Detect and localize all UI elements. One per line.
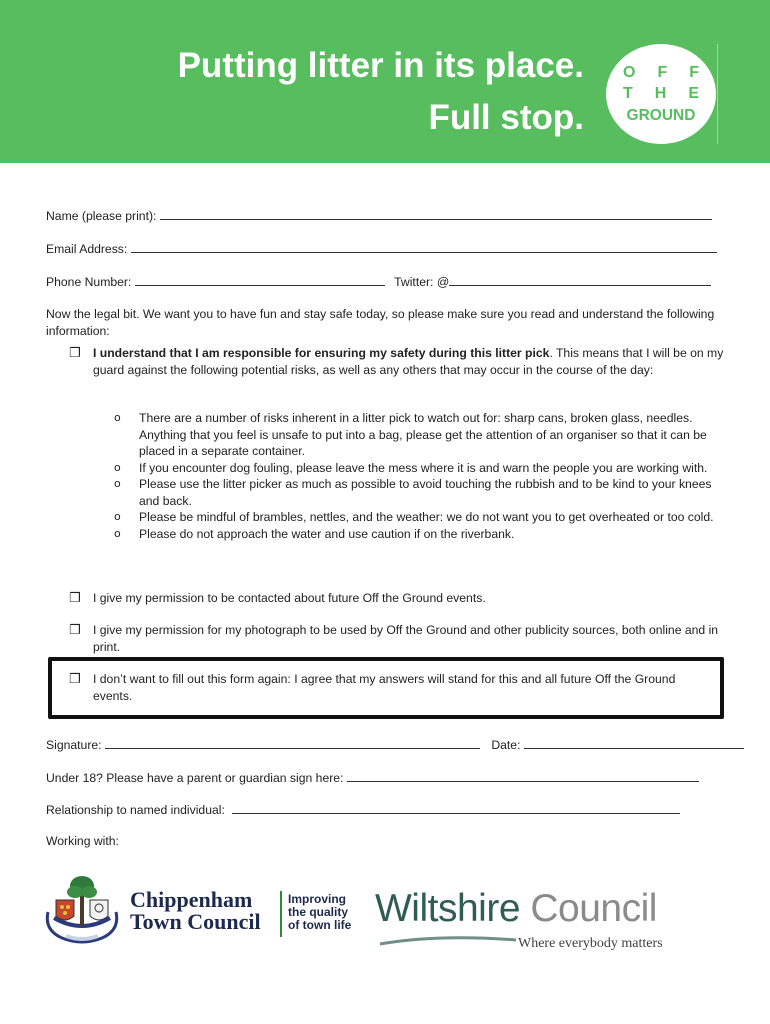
relationship-input-line[interactable] [232, 801, 680, 814]
list-item [114, 509, 722, 526]
standing-consent [69, 671, 713, 704]
standing-consent-text: I don’t want to fill out this form again: I agree that my answers will stand for this and all future Off the Ground events. [93, 672, 676, 703]
standing-consent-checkbox[interactable]: ❒ [69, 671, 81, 686]
legal-intro: Now the legal bit. We want you to have fun and stay safe today, so please make sure you read and understand the following information: [46, 307, 715, 338]
email-input-line[interactable] [131, 240, 717, 253]
chippenham-crest-icon [42, 872, 122, 946]
photo-permission-text: I give my permission for my photograph to be used by Off the Ground and other publicity sources, both online and in print. [93, 623, 719, 654]
bullet-icon: o [114, 477, 121, 490]
chippenham-line1: Chippenham [130, 887, 253, 912]
wiltshire-word: Wiltshire [375, 887, 521, 930]
email-field [46, 240, 717, 258]
phone-label: Phone Number: [46, 275, 132, 289]
off-the-ground-logo [606, 44, 716, 144]
chippenham-tagline [288, 893, 351, 932]
phone-field [46, 273, 711, 291]
guardian-row [46, 769, 699, 787]
date-input-line[interactable] [524, 736, 744, 749]
logo-divider [717, 44, 718, 144]
relationship-label: Relationship to named individual: [46, 803, 225, 817]
list-item [114, 460, 722, 477]
twitter-input-line[interactable] [449, 273, 711, 286]
chippenham-tag-line1: Improving [288, 892, 347, 906]
safety-acknowledgement [69, 345, 743, 378]
safety-text: . This means that I will be on my guard against the following potential risks, as well as any others that may occur in the course of the day: [93, 346, 724, 377]
working-with-label: Working with: [46, 834, 119, 848]
signature-label: Signature: [46, 738, 102, 752]
guardian-label: Under 18? Please have a parent or guardian sign here: [46, 771, 344, 785]
twitter-label: Twitter: @ [394, 275, 450, 289]
date-label: Date: [491, 738, 521, 752]
list-item [114, 526, 722, 543]
chippenham-council-name [130, 889, 261, 933]
header-title-line2: Full stop. [428, 98, 584, 137]
photo-permission [69, 622, 743, 655]
risk-text: Please be mindful of brambles, nettles, and the weather: we do not want you to get overheated or too cold. [139, 510, 714, 524]
contact-permission [69, 590, 743, 607]
phone-input-line[interactable] [135, 273, 385, 286]
signature-row [46, 736, 744, 754]
bullet-icon: o [114, 411, 121, 424]
logo-letter: H [654, 85, 667, 102]
risk-text: Please do not approach the water and use caution if on the riverbank. [139, 526, 515, 541]
name-field [46, 207, 712, 225]
logo-letter: F [689, 64, 699, 81]
chippenham-divider [280, 891, 282, 937]
risk-text: There are a number of risks inherent in a litter pick to watch out for: sharp cans, broken glass, needles. Anything that you feel is unsafe to put into a bag, please get the attention of an organiser so that it can be placed in a separate container. [139, 411, 707, 458]
list-item [114, 476, 722, 509]
guardian-signature-line[interactable] [347, 769, 699, 782]
logo-letter: T [623, 85, 633, 102]
bullet-icon: o [114, 460, 121, 474]
photo-checkbox[interactable]: ❒ [69, 622, 81, 637]
risk-list [114, 410, 722, 542]
safety-checkbox[interactable]: ❒ [69, 345, 81, 360]
logo-letter: E [688, 85, 699, 102]
header-banner [0, 0, 770, 163]
wiltshire-council-name [375, 888, 657, 930]
risk-text: Please use the litter picker as much as possible to avoid touching the rubbish and to be kind to your knees and back. [139, 477, 712, 508]
email-label: Email Address: [46, 242, 128, 256]
name-input-line[interactable] [160, 207, 712, 220]
risk-text: If you encounter dog fouling, please leave the mess where it is and warn the people you are working with. [139, 460, 708, 475]
logo-row-1 [606, 65, 716, 82]
safety-bold-text: I understand that I am responsible for ensuring my safety during this litter pick [93, 346, 550, 360]
bullet-icon: o [114, 510, 121, 523]
chippenham-tag-line3: of town life [288, 918, 352, 932]
logo-letter: O [623, 64, 636, 81]
name-label: Name (please print): [46, 209, 157, 223]
bullet-icon: o [114, 526, 121, 540]
logo-row-3: GROUND [626, 107, 696, 124]
chippenham-line2: Town Council [130, 909, 261, 934]
logo-letter: F [657, 64, 668, 81]
wiltshire-swoosh-icon [378, 928, 518, 948]
header-title-line1: Putting litter in its place. [177, 46, 584, 85]
relationship-row [46, 801, 680, 819]
contact-checkbox[interactable]: ❒ [69, 590, 81, 605]
signature-input-line[interactable] [105, 736, 480, 749]
council-word: Council [520, 887, 657, 930]
contact-permission-text: I give my permission to be contacted about future Off the Ground events. [93, 591, 486, 605]
list-item [114, 410, 722, 460]
logo-row-2 [606, 86, 716, 103]
wiltshire-tagline: Where everybody matters [518, 936, 663, 951]
chippenham-tag-line2: the quality [288, 905, 349, 919]
